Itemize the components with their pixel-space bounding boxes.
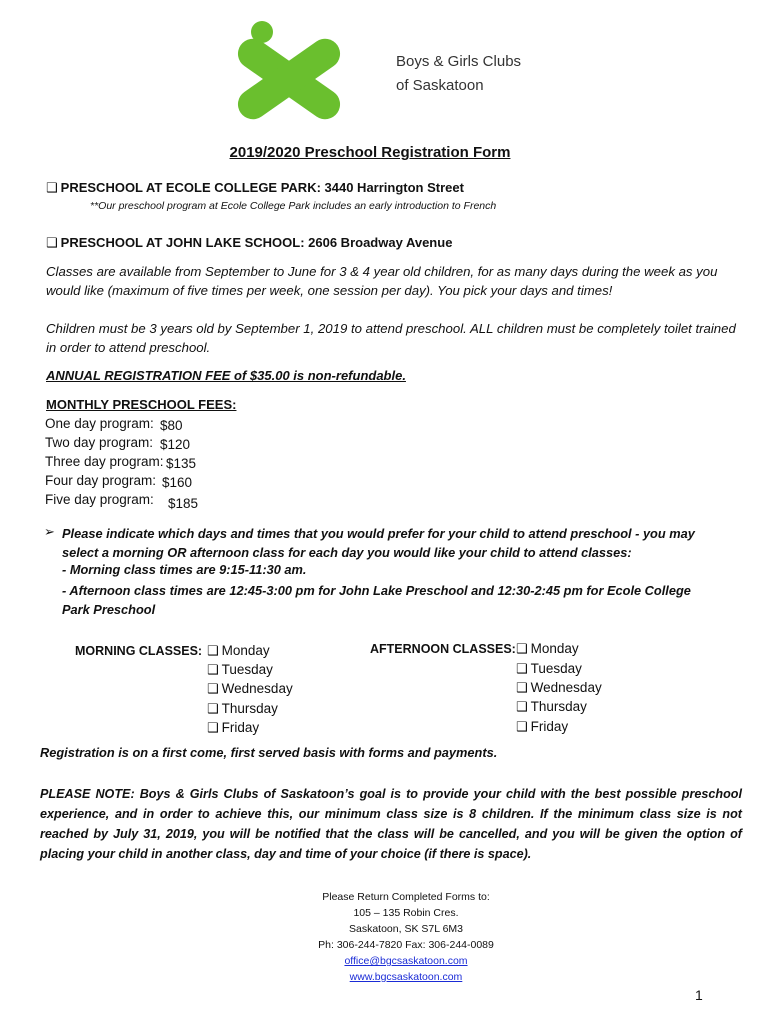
day-label: Monday <box>221 643 270 658</box>
day-label: Tuesday <box>530 661 582 676</box>
afternoon-option-thursday[interactable] <box>516 699 587 715</box>
day-label: Thursday <box>530 699 587 714</box>
annual-fee: ANNUAL REGISTRATION FEE of $35.00 is non-refundable. <box>46 368 406 383</box>
page-number: 1 <box>695 987 703 1003</box>
checkbox-icon[interactable]: ❑ <box>516 641 528 656</box>
checkbox-icon[interactable]: ❑ <box>207 720 219 735</box>
checkbox-icon[interactable]: ❑ <box>516 719 528 734</box>
location-label: PRESCHOOL AT ECOLE COLLEGE PARK: 3440 Harrington Street <box>60 180 464 195</box>
day-label: Friday <box>221 720 260 735</box>
morning-option-wednesday[interactable] <box>207 681 293 697</box>
afternoon-option-wednesday[interactable] <box>516 680 602 696</box>
page-title: 2019/2020 Preschool Registration Form <box>229 144 511 161</box>
footer-return-line: Please Return Completed Forms to: <box>322 891 490 903</box>
fee-price: $185 <box>168 496 199 511</box>
footer-email-link[interactable]: office@bgcsaskatoon.com <box>344 955 468 967</box>
club-name <box>396 50 521 98</box>
morning-classes-label: MORNING CLASSES: <box>75 644 203 658</box>
morning-option-tuesday[interactable] <box>207 662 273 678</box>
afternoon-times: - Afternoon class times are 12:45-3:00 pm for John Lake Preschool and 12:30-2:45 pm for Ecole College Park Preschool <box>62 583 691 617</box>
location-ecole-college-park[interactable] <box>46 180 464 196</box>
checkbox-icon[interactable]: ❑ <box>207 701 219 716</box>
footer-phone-fax: Ph: 306-244-7820 Fax: 306-244-0089 <box>318 939 494 951</box>
intro-paragraph-2: Children must be 3 years old by September 1, 2019 to attend preschool. ALL children must be completely toilet trained in order to attend preschool. <box>46 321 736 355</box>
first-come-note: Registration is on a first come, first served basis with forms and payments. <box>40 745 498 760</box>
club-name-line1: Boys & Girls Clubs <box>396 53 522 70</box>
day-label: Wednesday <box>221 681 293 696</box>
footer-address-street: 105 – 135 Robin Cres. <box>353 907 459 919</box>
monthly-fees-heading: MONTHLY PRESCHOOL FEES: <box>46 397 237 412</box>
fee-label: Three day program: <box>45 454 164 469</box>
footer-address-city: Saskatoon, SK S7L 6M3 <box>348 923 463 935</box>
fee-price: $160 <box>162 475 193 490</box>
location-john-lake[interactable] <box>46 235 452 251</box>
day-label: Wednesday <box>530 680 602 695</box>
checkbox-icon[interactable]: ❑ <box>207 643 219 658</box>
fee-label: Four day program: <box>45 473 157 488</box>
checkbox-icon[interactable]: ❑ <box>46 235 58 250</box>
fee-label: Two day program: <box>45 435 154 450</box>
fee-price: $135 <box>166 456 197 471</box>
checkbox-icon[interactable]: ❑ <box>207 662 219 677</box>
club-logo-icon <box>212 18 372 126</box>
afternoon-option-monday[interactable] <box>516 641 579 657</box>
day-label: Friday <box>530 719 569 734</box>
day-label: Monday <box>530 641 579 656</box>
intro-paragraph-1: Classes are available from September to June for 3 & 4 year old children, for as many days during the week as you would like (maximum of five times per week, one session per day). You pick your days and times! <box>46 264 718 298</box>
fee-price: $80 <box>160 418 183 433</box>
location-label: PRESCHOOL AT JOHN LAKE SCHOOL: 2606 Broadway Avenue <box>60 235 453 250</box>
morning-option-monday[interactable] <box>207 643 270 659</box>
french-note: **Our preschool program at Ecole College Park includes an early introduction to French <box>90 200 497 212</box>
instructions-main: Please indicate which days and times that you would prefer for your child to attend preschool - you may select a morning OR afternoon class for each day you would like your child to attend classes: <box>62 526 695 560</box>
day-label: Thursday <box>221 701 278 716</box>
club-name-line2: of Saskatoon <box>396 77 484 94</box>
checkbox-icon[interactable]: ❑ <box>46 180 58 195</box>
checkbox-icon[interactable]: ❑ <box>207 681 219 696</box>
fee-label: Five day program: <box>45 492 154 507</box>
checkbox-icon[interactable]: ❑ <box>516 661 528 676</box>
morning-times: - Morning class times are 9:15-11:30 am. <box>62 562 307 577</box>
afternoon-option-tuesday[interactable] <box>516 661 582 677</box>
afternoon-option-friday[interactable] <box>516 719 568 735</box>
please-note-paragraph: PLEASE NOTE: Boys & Girls Clubs of Saskatoon’s goal is to provide your child with the best possible preschool experience, and in order to achieve this, our minimum class size is 8 children. If the minimum class size is not reached by July 31, 2019, you will be notified that the class will be cancelled, and you will be given the option of placing your child in another class, day and time of your choice (if there is space). <box>40 787 742 861</box>
afternoon-classes-label: AFTERNOON CLASSES: <box>370 642 516 656</box>
fee-label: One day program: <box>45 416 154 431</box>
morning-option-thursday[interactable] <box>207 701 278 717</box>
checkbox-icon[interactable]: ❑ <box>516 680 528 695</box>
checkbox-icon[interactable]: ❑ <box>516 699 528 714</box>
morning-option-friday[interactable] <box>207 720 259 736</box>
fee-price: $120 <box>160 437 191 452</box>
footer-website-link[interactable]: www.bgcsaskatoon.com <box>349 971 463 983</box>
arrow-bullet-icon: ➢ <box>44 524 55 539</box>
day-label: Tuesday <box>221 662 273 677</box>
